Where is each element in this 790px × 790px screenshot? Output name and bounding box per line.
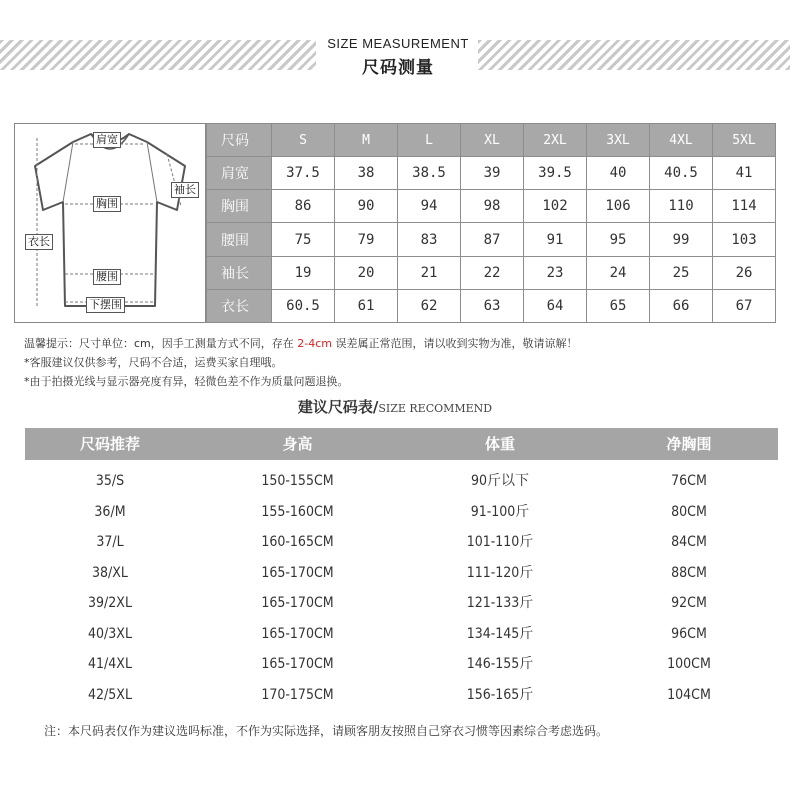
column-header: 尺码推荐 xyxy=(79,435,140,453)
table-cell: 80CM xyxy=(671,503,707,520)
column-header: 身高 xyxy=(282,435,313,453)
row-label: 衣长 xyxy=(207,289,272,322)
table-cell: 39 xyxy=(461,157,524,190)
note-line-3: *由于拍摄光线与显示器亮度有异，轻微色差不作为质量问题退换。 xyxy=(24,375,349,388)
footer-note: 注：本尺码表仅作为建议选吗标准，不作为实际选择，请顾客朋友按照自己穿衣习惯等因素综合考虑选码。 xyxy=(44,724,609,738)
table-cell: 39/2XL xyxy=(88,595,132,611)
measurement-section xyxy=(14,123,775,323)
note-tolerance: 2-4cm xyxy=(297,337,332,350)
row-label: 腰围 xyxy=(207,223,272,256)
table-row xyxy=(25,619,778,650)
table-cell: 134-145斤 xyxy=(466,625,534,642)
table-cell: 64 xyxy=(524,289,587,322)
table-cell: 60.5 xyxy=(272,289,335,322)
size-header-cell: 4XL xyxy=(650,124,713,157)
table-cell: 21 xyxy=(398,256,461,289)
figure-label-length: 衣长 xyxy=(25,234,53,250)
recommend-title-en: SIZE RECOMMEND xyxy=(378,402,493,415)
table-cell: 19 xyxy=(272,256,335,289)
table-row xyxy=(207,157,776,190)
table-cell: 99 xyxy=(650,223,713,256)
recommend-title-cn: 建议尺码表/ xyxy=(297,398,379,416)
figure-label-chest: 胸围 xyxy=(93,196,121,212)
table-cell: 165-170CM xyxy=(261,625,334,642)
table-cell: 40/3XL xyxy=(88,625,132,642)
size-header-cell: S xyxy=(272,124,335,157)
column-header: 体重 xyxy=(484,435,515,453)
table-cell: 66 xyxy=(650,289,713,322)
size-header-cell: 3XL xyxy=(587,124,650,157)
table-cell: 156-165斤 xyxy=(466,686,534,703)
table-cell: 61 xyxy=(335,289,398,322)
table-cell: 83 xyxy=(398,223,461,256)
table-row xyxy=(25,497,778,528)
table-cell: 87 xyxy=(461,223,524,256)
table-cell: 146-155斤 xyxy=(466,656,534,672)
size-table-header-label: 尺码 xyxy=(207,124,272,157)
table-cell: 106 xyxy=(587,190,650,223)
table-cell: 90斤以下 xyxy=(470,473,530,489)
table-cell: 37/L xyxy=(96,534,124,550)
table-cell: 170-175CM xyxy=(261,686,334,703)
table-row xyxy=(25,466,778,497)
table-cell: 40.5 xyxy=(650,157,713,190)
table-cell: 62 xyxy=(398,289,461,322)
figure-label-shoulder: 肩宽 xyxy=(93,132,121,148)
tshirt-outline-icon xyxy=(15,124,205,322)
table-cell: 92CM xyxy=(671,595,707,611)
table-cell: 150-155CM xyxy=(261,473,334,489)
table-cell: 24 xyxy=(587,256,650,289)
table-cell: 94 xyxy=(398,190,461,223)
table-cell: 79 xyxy=(335,223,398,256)
table-cell: 23 xyxy=(524,256,587,289)
table-cell: 22 xyxy=(461,256,524,289)
table-row xyxy=(25,558,778,589)
table-cell: 165-170CM xyxy=(261,595,334,611)
header-title-en: SIZE MEASUREMENT xyxy=(327,36,469,51)
table-cell: 88CM xyxy=(671,564,707,581)
size-header-cell: 2XL xyxy=(524,124,587,157)
table-cell: 103 xyxy=(713,223,776,256)
table-cell: 39.5 xyxy=(524,157,587,190)
table-cell: 75 xyxy=(272,223,335,256)
table-cell: 104CM xyxy=(667,686,711,703)
table-cell: 160-165CM xyxy=(261,534,334,550)
recommend-table xyxy=(25,466,778,710)
row-label: 袖长 xyxy=(207,256,272,289)
table-cell: 37.5 xyxy=(272,157,335,190)
table-cell: 36/M xyxy=(94,503,126,520)
table-cell: 84CM xyxy=(671,534,707,550)
table-cell: 38 xyxy=(335,157,398,190)
table-cell: 111-120斤 xyxy=(466,564,534,581)
note-line-1-suffix: 误差属正常范围，请以收到实物为准，敬请谅解！ xyxy=(335,337,578,350)
table-cell: 114 xyxy=(713,190,776,223)
table-cell: 100CM xyxy=(667,656,711,672)
table-cell: 155-160CM xyxy=(261,503,334,520)
table-cell: 63 xyxy=(461,289,524,322)
size-header-cell: M xyxy=(335,124,398,157)
table-cell: 65 xyxy=(587,289,650,322)
table-cell: 38/XL xyxy=(92,564,128,581)
table-cell: 41 xyxy=(713,157,776,190)
size-header-cell: L xyxy=(398,124,461,157)
figure-label-sleeve: 袖长 xyxy=(171,182,199,198)
note-line-1 xyxy=(24,334,578,353)
table-cell: 95 xyxy=(587,223,650,256)
size-table-header-row xyxy=(207,124,776,157)
table-cell: 121-133斤 xyxy=(466,595,534,611)
table-row xyxy=(25,680,778,711)
table-cell: 41/4XL xyxy=(88,656,132,672)
garment-figure xyxy=(14,123,206,323)
header-title xyxy=(320,36,476,78)
figure-label-waist: 腰围 xyxy=(93,269,121,285)
row-label: 肩宽 xyxy=(207,157,272,190)
note-line-2: *客服建议仅供参考，尺码不合适，运费买家自理哦。 xyxy=(24,356,283,369)
recommend-header xyxy=(25,428,778,460)
table-row xyxy=(207,289,776,322)
note-line-1-prefix: 温馨提示：尺寸单位：cm，因手工测量方式不同，存在 xyxy=(24,337,294,350)
table-cell: 35/S xyxy=(95,473,125,489)
column-header: 净胸围 xyxy=(666,435,712,453)
header-title-cn: 尺码测量 xyxy=(362,58,434,78)
table-cell: 76CM xyxy=(671,473,707,489)
row-label: 胸围 xyxy=(207,190,272,223)
table-cell: 38.5 xyxy=(398,157,461,190)
table-cell: 86 xyxy=(272,190,335,223)
table-row xyxy=(207,190,776,223)
table-cell: 165-170CM xyxy=(261,656,334,672)
table-cell: 42/5XL xyxy=(88,686,132,703)
notes xyxy=(24,334,578,391)
recommend-title xyxy=(0,396,790,417)
size-header-cell: 5XL xyxy=(713,124,776,157)
figure-label-hem: 下摆围 xyxy=(86,297,125,313)
table-cell: 110 xyxy=(650,190,713,223)
table-row xyxy=(207,223,776,256)
table-cell: 165-170CM xyxy=(261,564,334,581)
table-cell: 96CM xyxy=(671,625,707,642)
table-cell: 67 xyxy=(713,289,776,322)
table-cell: 98 xyxy=(461,190,524,223)
table-cell: 101-110斤 xyxy=(466,534,534,550)
table-cell: 20 xyxy=(335,256,398,289)
table-cell: 90 xyxy=(335,190,398,223)
table-cell: 102 xyxy=(524,190,587,223)
table-cell: 91 xyxy=(524,223,587,256)
header-hatch-left xyxy=(0,40,316,70)
table-row xyxy=(25,527,778,558)
table-row xyxy=(25,649,778,680)
size-header-cell: XL xyxy=(461,124,524,157)
table-row xyxy=(25,588,778,619)
size-table xyxy=(206,123,776,323)
table-cell: 26 xyxy=(713,256,776,289)
table-cell: 40 xyxy=(587,157,650,190)
header-hatch-right xyxy=(478,40,790,70)
table-cell: 91-100斤 xyxy=(470,503,530,520)
table-row xyxy=(207,256,776,289)
table-cell: 25 xyxy=(650,256,713,289)
